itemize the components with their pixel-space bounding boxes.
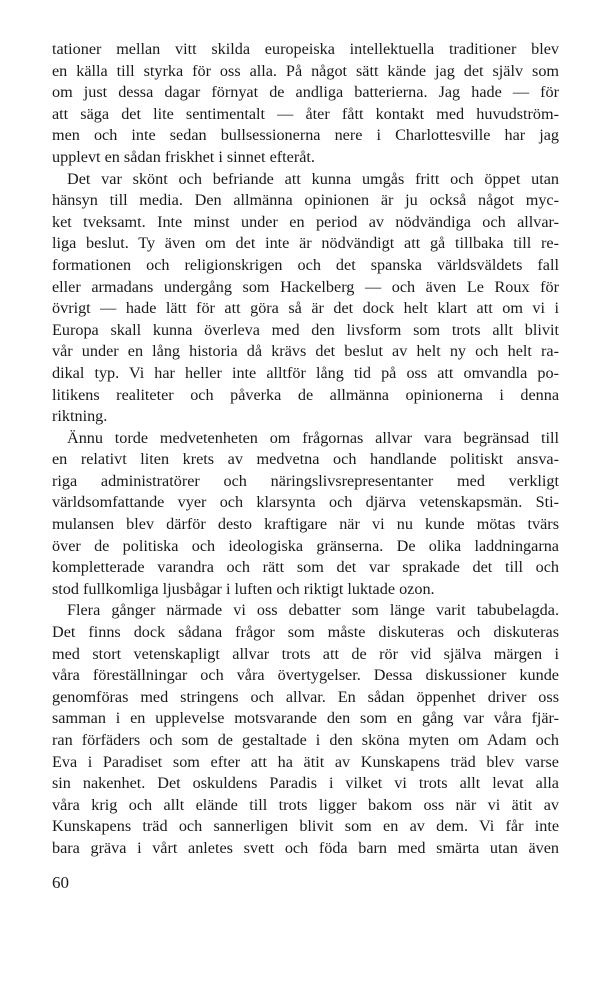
text-line: eller armadans undergång som Hackelberg — och även Le Roux för	[52, 277, 559, 296]
text-line: Kunskapens träd och sannerligen blivit som en av dem. Vi får inte	[52, 817, 559, 836]
text-line: liga beslut. Ty även om det inte är nödvändigt att gå tillbaka till re-	[52, 234, 559, 253]
text-line: ran förfäders och som de gestaltade i den sköna myten om Adam och	[52, 731, 559, 749]
text-line: Ännu torde medvetenheten om frågornas allvar vara begränsad till	[67, 428, 559, 447]
text-line: genomföras med stringens och allvar. En sådan öppenhet driver oss	[52, 687, 559, 706]
text-line: litikens realiteter och påverka de allmänna opinionerna i denna	[52, 385, 559, 404]
text-line: dikal typ. Vi har heller inte alltför lång tid på oss att omvandla po-	[52, 363, 559, 382]
text-line: kompletterade varandra och rätt som det var sprakade det till och	[52, 558, 559, 577]
text-line: våra föreställningar och våra övertygelser. Dessa diskussioner kunde	[52, 666, 559, 685]
text-line: samman i en upplevelse motsvarande den som en gång var våra fjär-	[52, 709, 559, 728]
text-line: Flera gånger närmade vi oss debatter som länge varit tabubelagda.	[67, 601, 559, 620]
body-text	[52, 39, 559, 860]
text-line: en relativt liten krets av medvetna och handlande politiskt ansva-	[52, 450, 559, 469]
text-line: upplevt en sådan friskhet i sinnet efteråt.	[52, 147, 315, 166]
text-line: världsomfattande vyer och klarsynta och djärva vetenskapsmän. Sti-	[52, 493, 559, 512]
text-line: formationen och religionskrigen och det spanska världsväldets fall	[52, 255, 559, 274]
text-line: Eva i Paradiset som efter att ha ätit av Kunskapens träd blev varse	[52, 752, 559, 771]
text-line: att säga det lite sentimentalt — åter fått kontakt med huvudström-	[52, 104, 559, 123]
text-line: Det var skönt och befriande att kunna umgås fritt och öppet utan	[67, 169, 559, 188]
text-line: övrigt — hade lätt för att göra så är det dock helt klart att om vi i	[52, 299, 559, 318]
text-line: riktning.	[52, 407, 108, 426]
text-line: tationer mellan vitt skilda europeiska intellektuella traditioner blev	[52, 40, 559, 58]
text-line: över de politiska och ideologiska gränserna. De olika laddningarna	[52, 536, 559, 555]
paragraph-4	[52, 600, 559, 859]
text-line: Europa skall kunna överleva med den livsform som trots allt blivit	[52, 320, 559, 339]
paragraph-3	[52, 428, 559, 601]
text-line: bara gräva i vårt anletes svett och föda barn med smärta utan även	[52, 838, 559, 857]
text-line: men och inte sedan bullsessionerna nere i Charlottesville har jag	[52, 126, 559, 145]
paragraph-2	[52, 169, 559, 428]
text-line: ket tveksamt. Inte minst under en period av nödvändiga och allvar-	[52, 212, 559, 231]
page-number: 60	[52, 873, 69, 892]
text-line: stod fullkomliga ljusbågar i luften och riktigt luktade ozon.	[52, 579, 435, 598]
text-line: sin nakenhet. Det oskuldens Paradis i vilket vi trots allt levat alla	[52, 774, 559, 793]
text-line: vår under en lång historia då krävs det beslut av helt ny och helt ra-	[52, 342, 559, 361]
text-line: mulansen blev därför desto kraftigare när vi nu kunde mötas tvärs	[52, 515, 559, 534]
text-line: om just dessa dagar förnyat de andliga batterierna. Jag hade — för	[52, 83, 559, 102]
text-line: en källa till styrka för oss alla. På något sätt kände jag det själv som	[52, 61, 559, 80]
paragraph-1	[52, 39, 559, 169]
text-line: våra krig och allt elände till trots ligger bakom oss när vi ätit av	[52, 795, 559, 814]
text-line: riga administratörer och näringslivsrepresentanter med verkligt	[52, 471, 559, 490]
text-line: Det finns dock sådana frågor som måste diskuteras och diskuteras	[52, 623, 559, 642]
text-line: hänsyn till media. Den allmänna opinionen är ju också något myc-	[52, 191, 559, 210]
text-line: med stort vetenskapligt allvar trots att de rör vid själva märgen i	[52, 644, 559, 663]
